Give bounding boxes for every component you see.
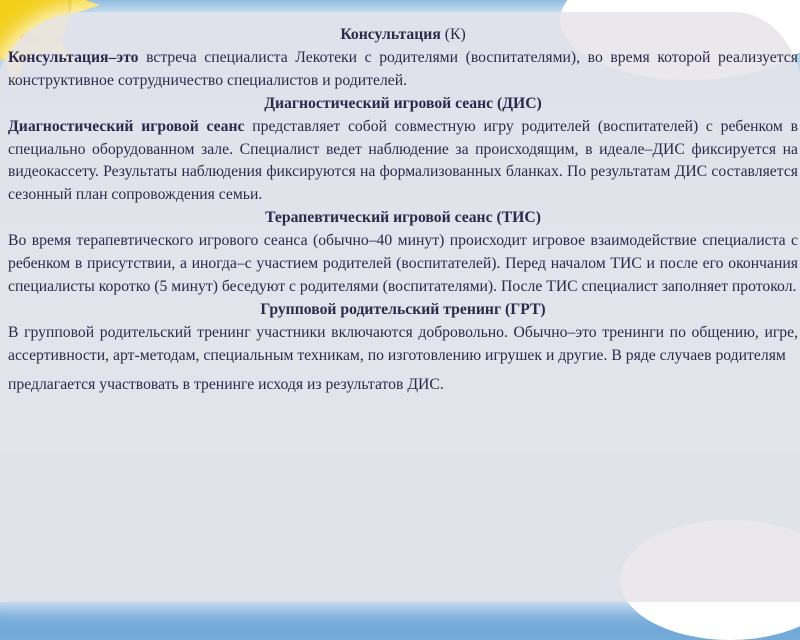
section-paragraph: Во время терапевтического игрового сеанса (обычно–40 минут) происходит игровое взаимодействие специалиста с ребенком в присутствии, а иногда–с участием родителей (воспитателей). Перед началом ТИС и после его окончания специалисты коротко (5 минут) беседуют с родителями (воспитателями). После ТИС специалист заполняет протокол. xyxy=(8,232,798,295)
section-heading: Групповой родительский тренинг (ГРТ) xyxy=(260,300,546,318)
section-paragraph: Консультация–это встреча специалиста Лекотеки с родителями (воспитателями), во время которой реализуется конструктивное сотрудничество специалистов и родителей. xyxy=(8,48,798,89)
section-paragraph: Диагностический игровой сеанс представляет собой совместную игру родителей (воспитателей) с ребенком в специально оборудованном зале. Специалист ведет наблюдение за происходящим, в идеале–ДИС фиксируется на видеокассету. Результаты наблюдения фиксируются на формализованных бланках. По результатам ДИС составляется сезонный план сопровождения семьи. xyxy=(8,117,798,204)
section-heading: Консультация (К) xyxy=(340,26,466,43)
section-paragraph: В групповой родительский тренинг участники включаются добровольно. Обычно–это тренинги по общению, игре, ассертивности, арт-методам, специальным техникам, по изготовлению игрушек и другие. В ряде случаев родителям xyxy=(8,323,798,364)
document-body xyxy=(8,24,798,397)
section-paragraph-last-line: предлагается участвовать в тренинге исходя из результатов ДИС. xyxy=(8,375,444,393)
section-heading: Диагностический игровой сеанс (ДИС) xyxy=(264,94,542,112)
section-heading: Терапевтический игровой сеанс (ТИС) xyxy=(265,209,541,227)
